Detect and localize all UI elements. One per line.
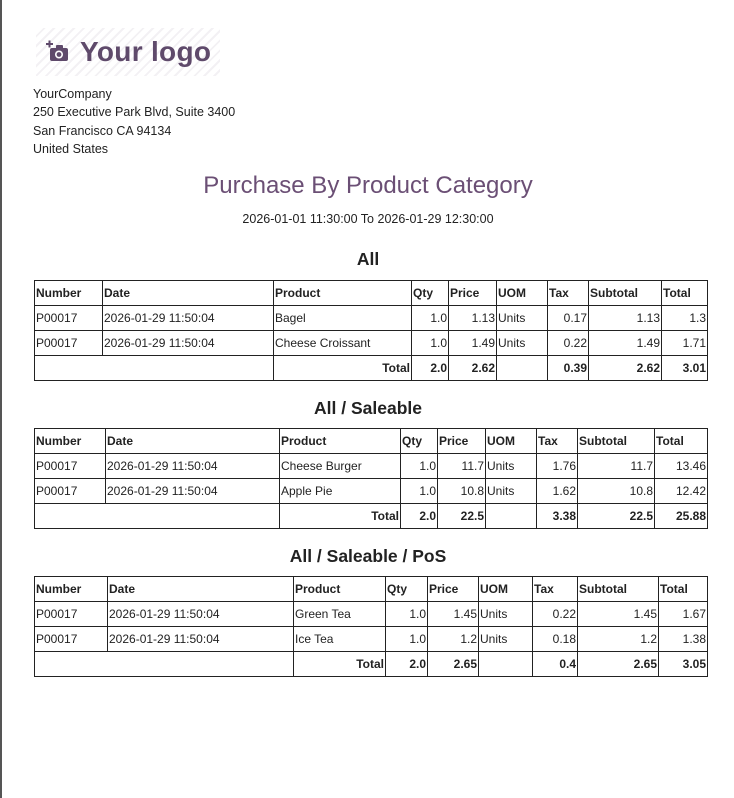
cell-number: P00017 [35, 602, 108, 627]
col-qty-header: Qty [401, 429, 438, 454]
col-uom-header: UOM [479, 577, 533, 602]
section-title-saleable-pos: All / Saleable / PoS [289, 546, 447, 566]
cell-qty: 1.0 [412, 306, 449, 331]
cell-price: 1.2 [428, 627, 479, 652]
company-street: 250 Executive Park Blvd, Suite 3400 [33, 105, 236, 120]
table-row [35, 602, 708, 627]
cell-total: 1.38 [659, 627, 708, 652]
col-price-header: Price [438, 429, 486, 454]
cell-uom: Units [497, 331, 548, 356]
section-title-saleable: All / Saleable [314, 398, 422, 418]
total-label: Total [294, 652, 386, 677]
col-uom-header: UOM [486, 429, 537, 454]
cell-total: 12.42 [655, 479, 708, 504]
col-date-header: Date [108, 577, 294, 602]
total-row-spacer [35, 504, 280, 529]
total-label: Total [280, 504, 401, 529]
col-date-header: Date [103, 281, 274, 306]
cell-subtotal: 1.49 [589, 331, 662, 356]
cell-price: 10.8 [438, 479, 486, 504]
cell-subtotal: 10.8 [578, 479, 655, 504]
col-price-header: Price [449, 281, 497, 306]
col-tax-header: Tax [533, 577, 578, 602]
total-subtotal: 22.5 [578, 504, 655, 529]
cell-price: 1.13 [449, 306, 497, 331]
table-total-row [35, 504, 708, 529]
col-subtotal-header: Subtotal [589, 281, 662, 306]
total-price: 2.65 [428, 652, 479, 677]
total-qty: 2.0 [386, 652, 428, 677]
table-total-row [35, 356, 708, 381]
cell-number: P00017 [35, 627, 108, 652]
col-subtotal-header: Subtotal [578, 577, 659, 602]
items-table-all [34, 280, 708, 381]
total-row-spacer [35, 652, 294, 677]
cell-qty: 1.0 [401, 454, 438, 479]
cell-date: 2026-01-29 11:50:04 [106, 454, 280, 479]
col-qty-header: Qty [412, 281, 449, 306]
cell-product: Green Tea [294, 602, 386, 627]
total-tax: 0.39 [548, 356, 589, 381]
total-uom [479, 652, 533, 677]
cell-total: 1.3 [662, 306, 708, 331]
cell-qty: 1.0 [386, 627, 428, 652]
total-total: 3.05 [659, 652, 708, 677]
col-total-header: Total [659, 577, 708, 602]
camera-plus-icon [46, 40, 70, 64]
table-row [35, 454, 708, 479]
col-number-header: Number [35, 429, 106, 454]
cell-date: 2026-01-29 11:50:04 [103, 306, 274, 331]
col-total-header: Total [662, 281, 708, 306]
cell-product: Bagel [274, 306, 412, 331]
report-date-range: 2026-01-01 11:30:00 To 2026-01-29 12:30:00 [242, 212, 494, 226]
cell-product: Cheese Croissant [274, 331, 412, 356]
cell-price: 11.7 [438, 454, 486, 479]
cell-subtotal: 1.45 [578, 602, 659, 627]
total-uom [497, 356, 548, 381]
table-row [35, 627, 708, 652]
col-subtotal-header: Subtotal [578, 429, 655, 454]
table-row [35, 306, 708, 331]
total-price: 22.5 [438, 504, 486, 529]
company-address [33, 85, 235, 158]
total-qty: 2.0 [412, 356, 449, 381]
col-total-header: Total [655, 429, 708, 454]
cell-number: P00017 [35, 479, 106, 504]
section-title-all: All [356, 249, 380, 269]
table-header-row [35, 577, 708, 602]
col-product-header: Product [274, 281, 412, 306]
cell-total: 1.67 [659, 602, 708, 627]
col-uom-header: UOM [497, 281, 548, 306]
logo-text: Your logo [80, 36, 212, 67]
cell-uom: Units [479, 627, 533, 652]
cell-uom: Units [497, 306, 548, 331]
table-row [35, 331, 708, 356]
cell-number: P00017 [35, 306, 103, 331]
total-qty: 2.0 [401, 504, 438, 529]
col-product-header: Product [280, 429, 401, 454]
total-price: 2.62 [449, 356, 497, 381]
table-row [35, 479, 708, 504]
cell-number: P00017 [35, 454, 106, 479]
cell-subtotal: 1.2 [578, 627, 659, 652]
cell-qty: 1.0 [412, 331, 449, 356]
table-total-row [35, 652, 708, 677]
cell-uom: Units [479, 602, 533, 627]
items-table-saleable [34, 428, 708, 529]
cell-qty: 1.0 [386, 602, 428, 627]
cell-number: P00017 [35, 331, 103, 356]
cell-tax: 0.22 [548, 331, 589, 356]
cell-tax: 1.62 [537, 479, 578, 504]
cell-subtotal: 11.7 [578, 454, 655, 479]
cell-subtotal: 1.13 [589, 306, 662, 331]
col-tax-header: Tax [548, 281, 589, 306]
cell-tax: 0.17 [548, 306, 589, 331]
total-row-spacer [35, 356, 274, 381]
col-number-header: Number [35, 577, 108, 602]
cell-product: Ice Tea [294, 627, 386, 652]
table-header-row [35, 429, 708, 454]
cell-tax: 0.22 [533, 602, 578, 627]
cell-total: 1.71 [662, 331, 708, 356]
col-date-header: Date [106, 429, 280, 454]
col-qty-header: Qty [386, 577, 428, 602]
cell-product: Apple Pie [280, 479, 401, 504]
total-label: Total [274, 356, 412, 381]
cell-uom: Units [486, 454, 537, 479]
total-tax: 3.38 [537, 504, 578, 529]
company-country: United States [33, 141, 109, 156]
cell-date: 2026-01-29 11:50:04 [106, 479, 280, 504]
col-number-header: Number [35, 281, 103, 306]
company-name: YourCompany [33, 87, 112, 101]
total-total: 25.88 [655, 504, 708, 529]
total-uom [486, 504, 537, 529]
cell-date: 2026-01-29 11:50:04 [108, 627, 294, 652]
col-product-header: Product [294, 577, 386, 602]
cell-price: 1.45 [428, 602, 479, 627]
cell-tax: 1.76 [537, 454, 578, 479]
cell-uom: Units [486, 479, 537, 504]
cell-date: 2026-01-29 11:50:04 [108, 602, 294, 627]
col-tax-header: Tax [537, 429, 578, 454]
col-price-header: Price [428, 577, 479, 602]
cell-price: 1.49 [449, 331, 497, 356]
total-subtotal: 2.62 [589, 356, 662, 381]
cell-date: 2026-01-29 11:50:04 [103, 331, 274, 356]
company-city: San Francisco CA 94134 [33, 123, 172, 138]
report-title: Purchase By Product Category [203, 172, 533, 199]
items-table-saleable-pos [34, 576, 708, 677]
table-header-row [35, 281, 708, 306]
company-logo[interactable] [36, 28, 220, 76]
total-tax: 0.4 [533, 652, 578, 677]
cell-product: Cheese Burger [280, 454, 401, 479]
cell-tax: 0.18 [533, 627, 578, 652]
cell-qty: 1.0 [401, 479, 438, 504]
total-total: 3.01 [662, 356, 708, 381]
total-subtotal: 2.65 [578, 652, 659, 677]
cell-total: 13.46 [655, 454, 708, 479]
